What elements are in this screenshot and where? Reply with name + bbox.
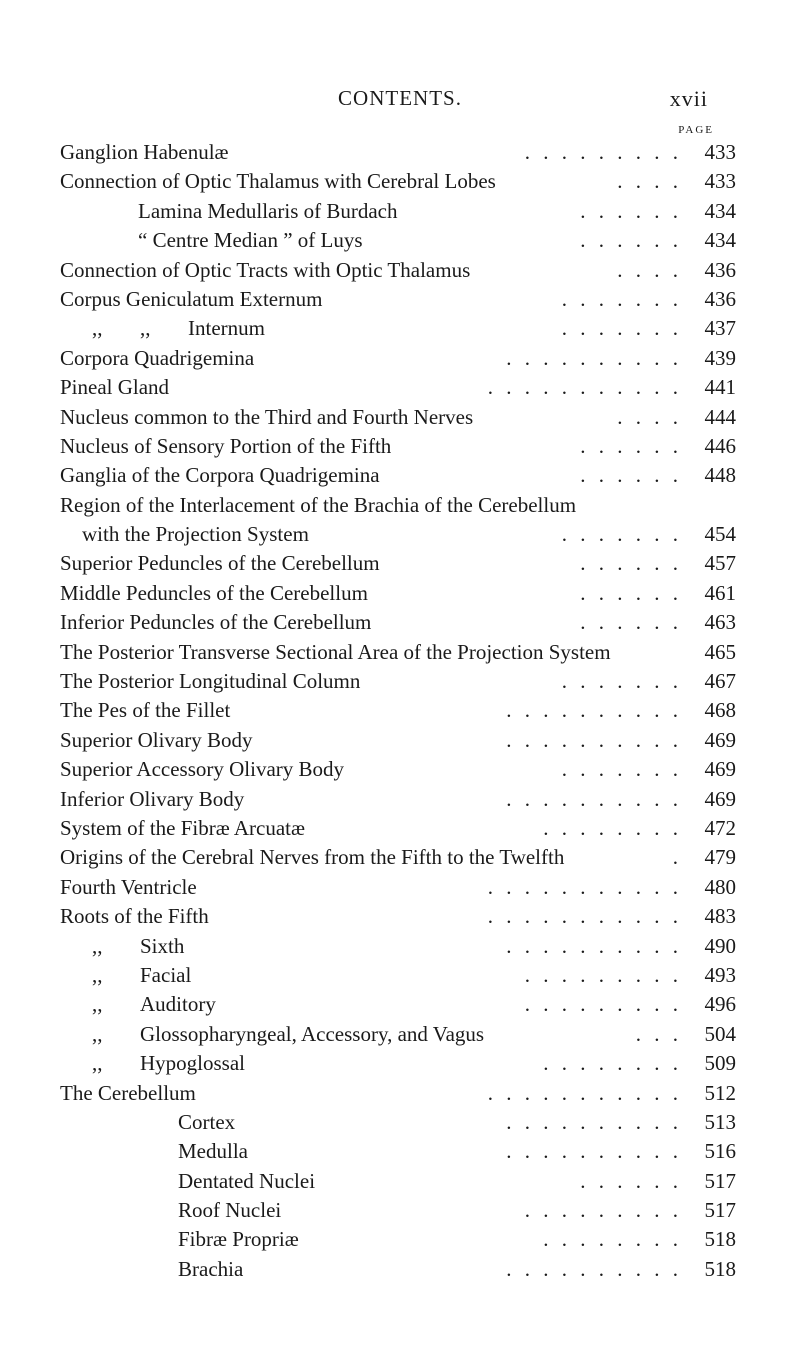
entry-title: Fibræ Propriæ (178, 1227, 299, 1252)
contents-entry (60, 344, 736, 373)
contents-entry (60, 1020, 736, 1049)
dot-leader: . . . . . . . . . . (506, 698, 682, 723)
entry-title: Medulla (178, 1139, 248, 1164)
contents-entry (60, 1225, 736, 1254)
contents-entry (60, 873, 736, 902)
dot-leader: . . . . . . (580, 580, 682, 605)
entry-title: Nucleus of Sensory Portion of the Fifth (60, 433, 392, 458)
entry-title-text: Hypoglossal (140, 1051, 245, 1076)
dot-leader: . . . (635, 1021, 682, 1046)
running-header (0, 86, 800, 116)
entry-page: 468 (704, 698, 736, 723)
contents-entry (60, 138, 736, 167)
entry-title-text: Auditory (140, 992, 216, 1017)
contents-entry (60, 1167, 736, 1196)
entry-page: 463 (704, 610, 736, 635)
entry-title-text: Facial (140, 962, 192, 987)
entry-title: Region of the Interlacement of the Brachia of the Cerebellum (60, 492, 577, 517)
contents-entry (60, 432, 736, 461)
dot-leader: . . . . . . . (561, 286, 682, 311)
entry-title: Nucleus common to the Third and Fourth Nerves (60, 404, 474, 429)
entry-title: Superior Peduncles of the Cerebellum (60, 551, 380, 576)
dot-leader: . . . . . . . . . (524, 962, 682, 987)
contents-entry (60, 990, 736, 1019)
entry-title: Roof Nuclei (178, 1198, 282, 1223)
entry-title: Origins of the Cerebral Nerves from the Fifth to the Twelfth (60, 845, 565, 870)
contents-entry (60, 197, 736, 226)
entry-title: Brachia (178, 1256, 244, 1281)
entry-page: 513 (704, 1109, 736, 1134)
entry-page: 469 (704, 757, 736, 782)
contents-entry (60, 167, 736, 196)
entry-page: 469 (704, 727, 736, 752)
dot-leader: . . . . . . . . . . (506, 1256, 682, 1281)
ditto-mark: ,, (92, 1051, 103, 1076)
entry-page: 433 (704, 140, 736, 164)
contents-entry (60, 638, 736, 667)
contents-entry (60, 608, 736, 637)
entry-title: The Posterior Transverse Sectional Area of the Projection System (60, 639, 611, 664)
dot-leader: . . . . . . . . . . (506, 1139, 682, 1164)
entry-page: 457 (704, 551, 736, 576)
ditto-mark: ,, (92, 1021, 103, 1046)
dot-leader: . . . . . . . . . (524, 992, 682, 1017)
dot-leader: . . . . . . . . . (524, 140, 682, 164)
entry-page: 441 (704, 375, 736, 400)
entry-page: 434 (704, 228, 736, 253)
entry-page: 461 (704, 580, 736, 605)
dot-leader: . . . . . . . . (543, 1227, 682, 1252)
dot-leader: . . . . . . . . . . . (487, 874, 682, 899)
contents-entry (60, 785, 736, 814)
contents-entry (60, 285, 736, 314)
contents-entry (60, 1137, 736, 1166)
running-title: CONTENTS. (338, 86, 462, 110)
dot-leader: . . . . (617, 257, 682, 282)
contents-entry (60, 814, 736, 843)
contents-entry (60, 1108, 736, 1137)
ditto-mark: ,, (140, 316, 151, 341)
entry-title: System of the Fibræ Arcuatæ (60, 815, 305, 840)
contents-entry (60, 373, 736, 402)
entry-page: 467 (704, 669, 736, 694)
ditto-mark: ,, (92, 992, 103, 1017)
contents-entry (60, 726, 736, 755)
entry-title: The Cerebellum (60, 1080, 196, 1105)
entry-title: The Pes of the Fillet (60, 698, 231, 723)
entry-title: Middle Peduncles of the Cerebellum (60, 580, 368, 605)
dot-leader: . . . . . . . . . . (506, 1109, 682, 1134)
entry-page: 496 (704, 992, 736, 1017)
entry-title: Connection of Optic Thalamus with Cerebral Lobes (60, 169, 496, 194)
entry-title: Ganglion Habenulæ (60, 140, 229, 164)
dot-leader: . . . . . . . . . . (506, 727, 682, 752)
entry-title: The Posterior Longitudinal Column (60, 669, 361, 694)
entry-page: 469 (704, 786, 736, 811)
contents-entry (60, 1049, 736, 1078)
entry-title: “ Centre Median ” of Luys (138, 228, 363, 253)
entry-title: Ganglia of the Corpora Quadrigemina (60, 463, 380, 488)
entry-title: Superior Olivary Body (60, 727, 253, 752)
contents-entry (60, 520, 736, 549)
entry-page: 454 (704, 522, 736, 547)
entry-page: 512 (704, 1080, 736, 1105)
entry-page: 439 (704, 345, 736, 370)
entry-page: 436 (704, 286, 736, 311)
entry-page: 479 (704, 845, 736, 870)
entry-page: 480 (704, 874, 736, 899)
contents-entry (60, 755, 736, 784)
entry-title: Superior Accessory Olivary Body (60, 757, 345, 782)
contents-entry (60, 579, 736, 608)
entry-title: Roots of the Fifth (60, 904, 209, 929)
entry-page: 517 (704, 1198, 736, 1223)
contents-entry (60, 1255, 736, 1284)
entry-page: 472 (704, 815, 736, 840)
entry-page: 517 (704, 1168, 736, 1193)
ditto-mark: ,, (92, 316, 103, 341)
contents-entry (60, 461, 736, 490)
contents-entry (60, 1196, 736, 1225)
dot-leader: . . . . . . . . (543, 1051, 682, 1076)
contents-entry (60, 902, 736, 931)
ditto-mark: ,, (92, 962, 103, 987)
dot-leader: . . . . . . (580, 610, 682, 635)
dot-leader: . . . . . . . (561, 757, 682, 782)
entry-title: Lamina Medullaris of Burdach (138, 198, 398, 223)
entry-title-text: Glossopharyngeal, Accessory, and Vagus (140, 1021, 485, 1046)
dot-leader: . . . . . . . (561, 522, 682, 547)
entry-title: Fourth Ventricle (60, 874, 197, 899)
dot-leader: . . . . . . . (561, 316, 682, 341)
ditto-mark: ,, (92, 933, 103, 958)
entry-page: 509 (704, 1051, 736, 1076)
contents-entry (60, 932, 736, 961)
entry-page: 490 (704, 933, 736, 958)
entry-title: with the Projection System (82, 522, 309, 547)
entry-page: 433 (704, 169, 736, 194)
entry-title: Corpus Geniculatum Externum (60, 286, 323, 311)
dot-leader: . . . . . . . . (543, 815, 682, 840)
dot-leader: . . . . . . . . . . . (487, 904, 682, 929)
entry-title: Inferior Peduncles of the Cerebellum (60, 610, 372, 635)
contents-entry (60, 667, 736, 696)
entry-page: 493 (704, 962, 736, 987)
dot-leader: . . . . . . . . . . (506, 786, 682, 811)
dot-leader: . . . . . . (580, 1168, 682, 1193)
dot-leader: . . . . . . (580, 551, 682, 576)
entry-page: 504 (704, 1021, 736, 1046)
contents-entry (60, 256, 736, 285)
dot-leader: . . . . (617, 169, 682, 194)
page-column-label: PAGE (678, 124, 714, 136)
contents-entry (60, 314, 736, 343)
contents-entry (60, 549, 736, 578)
dot-leader: . . . . . . . . . . (506, 933, 682, 958)
entry-page: 518 (704, 1256, 736, 1281)
entry-page: 444 (704, 404, 736, 429)
dot-leader: . . . . . . (580, 228, 682, 253)
entry-title-text: Internum (188, 316, 265, 341)
entry-page: 436 (704, 257, 736, 282)
dot-leader: . (672, 845, 682, 870)
contents-entry (60, 961, 736, 990)
entry-title: Cortex (178, 1109, 236, 1134)
contents-entry (60, 843, 736, 872)
dot-leader: . . . . . . . (561, 669, 682, 694)
entry-title: Corpora Quadrigemina (60, 345, 255, 370)
dot-leader: . . . . . . . . . . (506, 345, 682, 370)
contents-entry (60, 491, 736, 520)
contents-list (60, 138, 736, 1284)
dot-leader: . . . . (617, 404, 682, 429)
entry-title: Connection of Optic Tracts with Optic Thalamus (60, 257, 471, 282)
entry-page: 516 (704, 1139, 736, 1164)
entry-title: Dentated Nuclei (178, 1168, 316, 1193)
entry-title-text: Sixth (140, 933, 185, 958)
dot-leader: . . . . . . . . . (524, 1198, 682, 1223)
entry-title: Inferior Olivary Body (60, 786, 245, 811)
dot-leader: . . . . . . . . . . . (487, 1080, 682, 1105)
entry-page: 465 (704, 639, 736, 664)
entry-page: 434 (704, 198, 736, 223)
contents-entry (60, 1079, 736, 1108)
dot-leader: . . . . . . (580, 198, 682, 223)
contents-entry (60, 696, 736, 725)
dot-leader: . . . . . . (580, 433, 682, 458)
page-numeral: xvii (669, 86, 708, 111)
entry-page: 483 (704, 904, 736, 929)
contents-entry (60, 226, 736, 255)
contents-entry (60, 403, 736, 432)
dot-leader: . . . . . . (580, 463, 682, 488)
entry-page: 518 (704, 1227, 736, 1252)
entry-page: 446 (704, 433, 736, 458)
entry-page: 448 (704, 463, 736, 488)
entry-title: Pineal Gland (60, 375, 170, 400)
dot-leader: . . . . . . . . . . . (487, 375, 682, 400)
entry-page: 437 (704, 316, 736, 341)
